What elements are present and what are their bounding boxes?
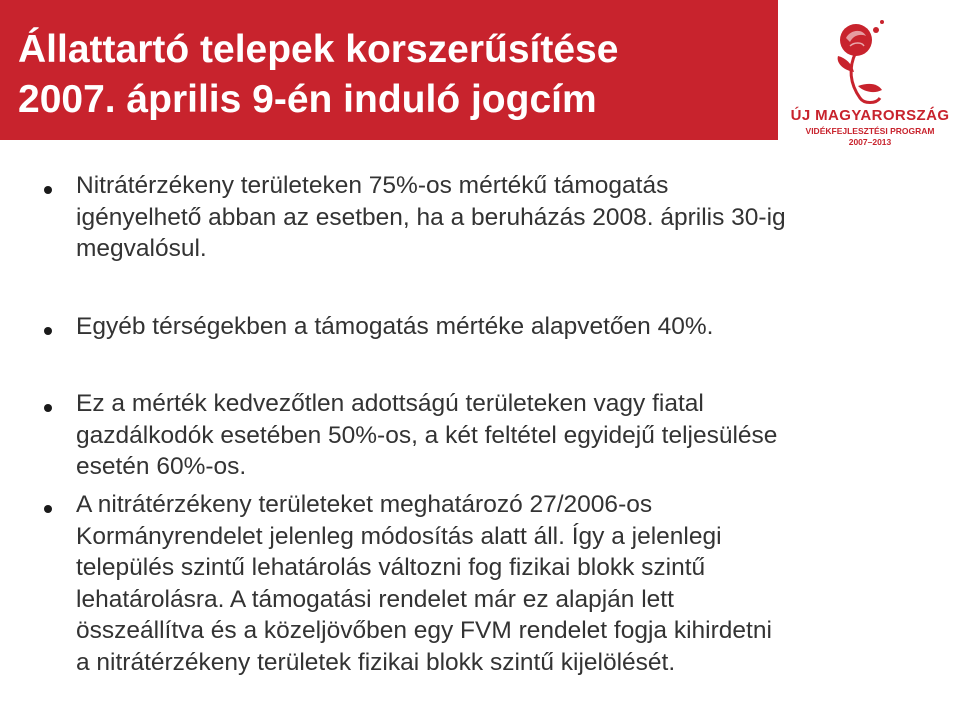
rose-flower-icon <box>790 12 950 108</box>
bullet-dot <box>44 327 52 335</box>
bullet-line: megvalósul. <box>76 235 207 262</box>
bullet-line: Kormányrendelet jelenleg módosítás alatt áll. Így a jelenlegi <box>76 522 722 550</box>
bullet-text <box>76 170 946 265</box>
bullet-line: igényelhető abban az esetben, ha a beruházás 2008. április 30-ig <box>76 203 786 231</box>
bullet-line: összeállítva és a közeljövőben egy FVM rendelet fogja kihirdetni <box>76 617 772 644</box>
bullet-line: Ez a mérték kedvezőtlen adottságú területeken vagy fiatal <box>76 390 704 417</box>
bullet-line: település szintű lehatárolás változni fog fizikai blokk szintű <box>76 554 706 581</box>
bullet-dot <box>44 186 52 194</box>
bullet-line: lehatárolásra. A támogatási rendelet már ez alapján lett <box>76 585 674 613</box>
logo-subtitle: VIDÉKFEJLESZTÉSI PROGRAM <box>805 126 935 136</box>
bullet-text <box>76 311 946 343</box>
bullet-line: A nitrátérzékeny területeket meghatározó 27/2006-os <box>76 491 653 518</box>
logo-name: ÚJ MAGYARORSZÁG <box>790 107 950 124</box>
slide-title-line-1: Állattartó telepek korszerűsítése <box>18 28 619 71</box>
slide-title-line-2: 2007. április 9-én induló jogcím <box>18 78 597 121</box>
bullet-text <box>76 388 946 483</box>
program-logo <box>790 12 950 148</box>
bullet-text <box>76 489 946 678</box>
bullet-line: a nitrátérzékeny területek fizikai blokk szintű kijelölését. <box>76 648 676 676</box>
bullet-line: Egyéb térségekben a támogatás mértéke alapvetően 40%. <box>76 313 714 340</box>
bullet-line: gazdálkodók esetében 50%-os, a két feltétel egyidejű teljesülése <box>76 421 778 449</box>
bullet-line: Nitrátérzékeny területeken 75%-os mértékű támogatás <box>76 172 669 199</box>
logo-years: 2007–2013 <box>848 137 892 147</box>
bullet-line: esetén 60%-os. <box>76 453 247 480</box>
bullet-dot <box>44 404 52 412</box>
bullet-dot <box>44 505 52 513</box>
title-band <box>0 0 778 140</box>
